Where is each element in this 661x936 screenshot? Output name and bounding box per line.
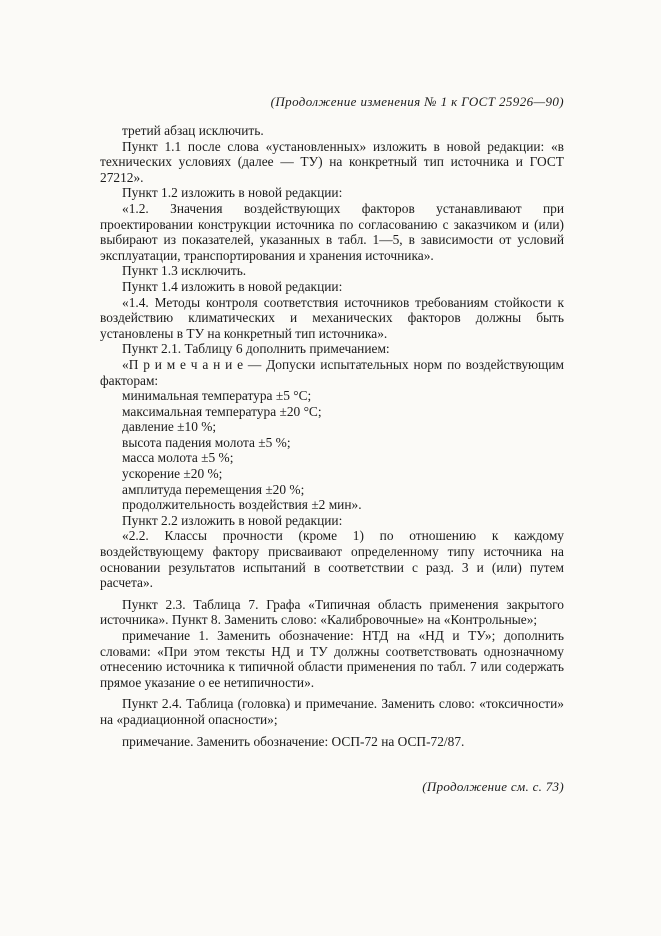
list-item: ускорение ±20 %; xyxy=(122,466,223,482)
paragraph: Пункт 1.2 изложить в новой редакции: xyxy=(122,185,343,201)
list-item: высота падения молота ±5 %; xyxy=(122,434,291,450)
list-item: минимальная температура ±5 °С; xyxy=(122,388,312,404)
paragraph: примечание. Заменить обозначение: ОСП-72 на ОСП-72/87. xyxy=(122,733,465,749)
header-note: (Продолжение изменения № 1 к ГОСТ 25926—90) xyxy=(270,94,564,109)
paragraph: Пункт 2.4. Таблица (головка) и примечание. Заменить слово: «токсичности» на «радиационной опасности»; xyxy=(100,696,564,727)
body-text xyxy=(100,123,564,749)
paragraph: третий абзац исключить. xyxy=(122,123,264,138)
paragraph: «П р и м е ч а н и е — Допуски испытательных норм по воздействующим факторам: xyxy=(100,356,564,388)
paragraph: Пункт 1.1 после слова «установленных» изложить в новой редакции: «в технических условиях (далее — ТУ) на конкретный тип источника и ГОСТ 27212». xyxy=(100,138,564,185)
list-item: амплитуда перемещения ±20 %; xyxy=(122,481,305,497)
paragraph: Пункт 1.3 исключить. xyxy=(122,263,247,279)
list-item: масса молота ±5 %; xyxy=(122,450,234,466)
list-item: давление ±10 %; xyxy=(122,419,217,435)
paragraph: примечание 1. Заменить обозначение: НТД на «НД и ТУ»; дополнить словами: «При этом тексты НД и ТУ должны соответствовать однозначному отнесению источника к типичной области применения по табл. 7 или содержать прямое указание о ее нетипичности». xyxy=(100,628,564,690)
list-item: продолжительность воздействия ±2 мин». xyxy=(122,497,362,513)
paragraph: Пункт 2.1. Таблицу 6 дополнить примечанием: xyxy=(122,341,390,357)
document-content xyxy=(100,94,564,795)
list-item: максимальная температура ±20 °С; xyxy=(122,403,322,419)
paragraph: Пункт 1.4 изложить в новой редакции: xyxy=(122,278,343,294)
paragraph: «2.2. Классы прочности (кроме 1) по отношению к каждому воздействующему фактору присваивают определенному типу источника на основании результатов испытаний в соответствии с разд. 3 и (или) путем расчета». xyxy=(100,528,564,591)
paragraph: Пункт 2.3. Таблица 7. Графа «Типичная область применения закрытого источника». Пункт 8. Заменить слово: «Калибровочные» на «Контрольные»; xyxy=(100,596,564,628)
paragraph: «1.2. Значения воздействующих факторов устанавливают при проектировании конструкции источника по согласованию с заказчиком и (или) выбирают из показателей, указанных в табл. 1—5, в зависимости от условий эксплуатации, транспортирования и хранения источника». xyxy=(100,200,564,263)
paragraph: «1.4. Методы контроля соответствия источников требованиям стойкости к воздействию климатических и механических факторов должны быть установлены в ТУ на конкретный тип источника». xyxy=(100,294,564,341)
footer-note: (Продолжение см. с. 73) xyxy=(422,779,564,795)
paragraph: Пункт 2.2 изложить в новой редакции: xyxy=(122,512,343,528)
